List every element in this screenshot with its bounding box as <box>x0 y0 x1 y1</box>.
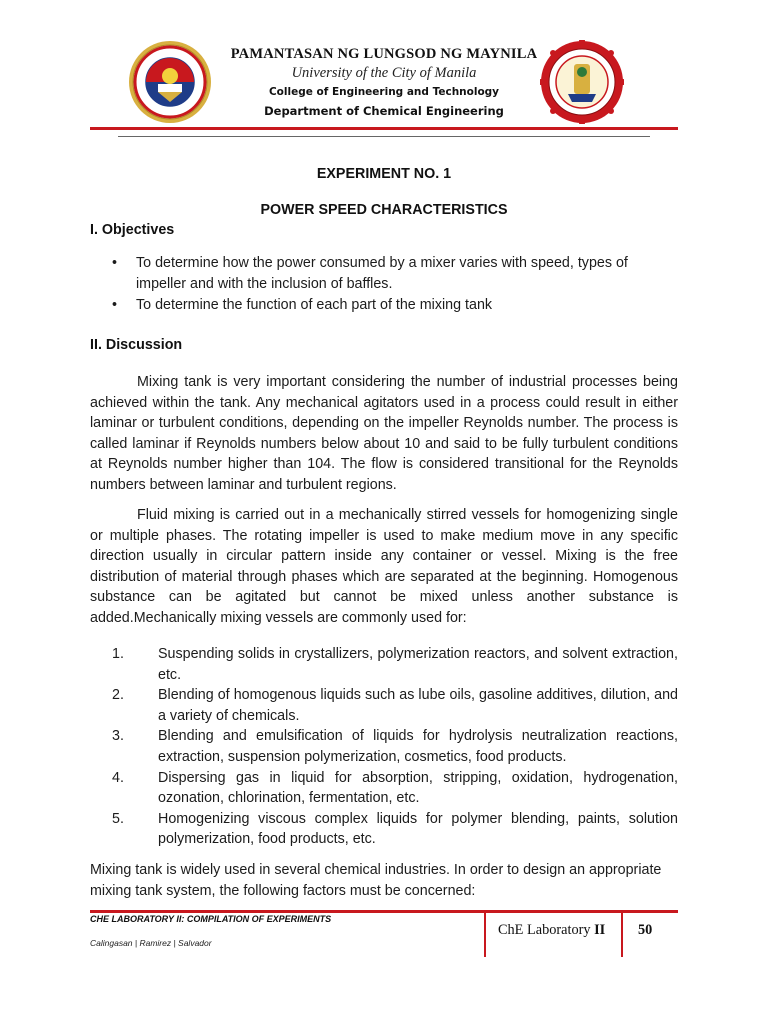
bullet-icon: • <box>112 297 118 314</box>
list-item: • To determine the function of each part of the mixing tank <box>90 295 680 316</box>
list-item: 1. Suspending solids in crystallizers, polymerization reactors, and solvent extraction, etc. <box>112 646 678 683</box>
footer-authors: Calingasan | Ramirez | Salvador <box>90 938 212 948</box>
list-item: 4. Dispersing gas in liquid for absorption, stripping, oxidation, hydrogenation, ozonation, chlorination, fermentation, etc. <box>112 769 678 807</box>
discussion-paragraph-1: Mixing tank is very important considering the number of industrial processes being achieved within the tank. Any mechanical agitators used in a process could result in either laminar or turbulent conditions, depending on the impeller Reynolds number. The process is called laminar if Reynolds numbers below about 10 and said to be fully turbulent conditions at Reynolds number higher than 104. The flow is considered transitional for the Reynolds numbers between laminar and turbulent regions. <box>90 374 678 493</box>
objectives-list <box>90 253 680 317</box>
bullet-icon: • <box>112 255 118 271</box>
department-name: Department of Chemical Engineering <box>264 104 504 118</box>
footer-red-rule <box>90 910 678 913</box>
experiment-number: EXPERIMENT NO. 1 <box>316 166 452 182</box>
discussion-paragraph-2: Fluid mixing is carried out in a mechanically stirred vessels for homogenizing single or multiple phases. The rotating impeller is used to make medium move in any specific direction usually in circular pattern inside any container or vessel. Mixing is the free distribution of material through phases which are separated at the beginning. Homogenous substance can be agitated but cannot be mixed unless another substance is added.Mechanically mixing vessels are commonly used for: <box>90 507 678 626</box>
objectives-heading: I. Objectives <box>90 222 175 238</box>
header-thin-rule <box>118 136 650 137</box>
footer-lab-label: ChE Laboratory II <box>498 922 606 938</box>
list-item: 5. Homogenizing viscous complex liquids for polymer blending, paints, solution polymerization, food products, etc. <box>112 810 678 848</box>
discussion-heading: II. Discussion <box>90 337 183 353</box>
page-number: 50 <box>638 922 653 938</box>
list-item: 2. Blending of homogenous liquids such as lube oils, gasoline additives, dilution, and a variety of chemicals. <box>112 687 678 724</box>
letterhead <box>200 46 568 118</box>
list-item: • To determine how the power consumed by a mixer varies with speed, types of impeller and with the inclusion of baffles. <box>112 255 628 292</box>
college-name: College of Engineering and Technology <box>268 86 500 98</box>
discussion-paragraph-3: Mixing tank is widely used in several chemical industries. In order to design an appropriate mixing tank system, the following factors must be concerned: <box>90 862 662 899</box>
university-english-name: University of the City of Manila <box>291 65 477 81</box>
cet-seal-icon <box>540 40 624 124</box>
university-name: PAMANTASAN NG LUNGSOD NG MAYNILA <box>230 46 538 62</box>
footer-course-title: CHE LABORATORY II: COMPILATION OF EXPERIMENTS <box>90 914 332 924</box>
list-item: 3. Blending and emulsification of liquids for hydrolysis neutralization reactions, extraction, suspension polymerization, cosmetics, food products. <box>112 728 678 765</box>
footer-divider <box>484 913 486 957</box>
header-red-rule <box>90 127 678 130</box>
footer-divider <box>621 913 623 957</box>
experiment-title: POWER SPEED CHARACTERISTICS <box>260 202 508 218</box>
mixing-uses-list <box>90 644 678 850</box>
